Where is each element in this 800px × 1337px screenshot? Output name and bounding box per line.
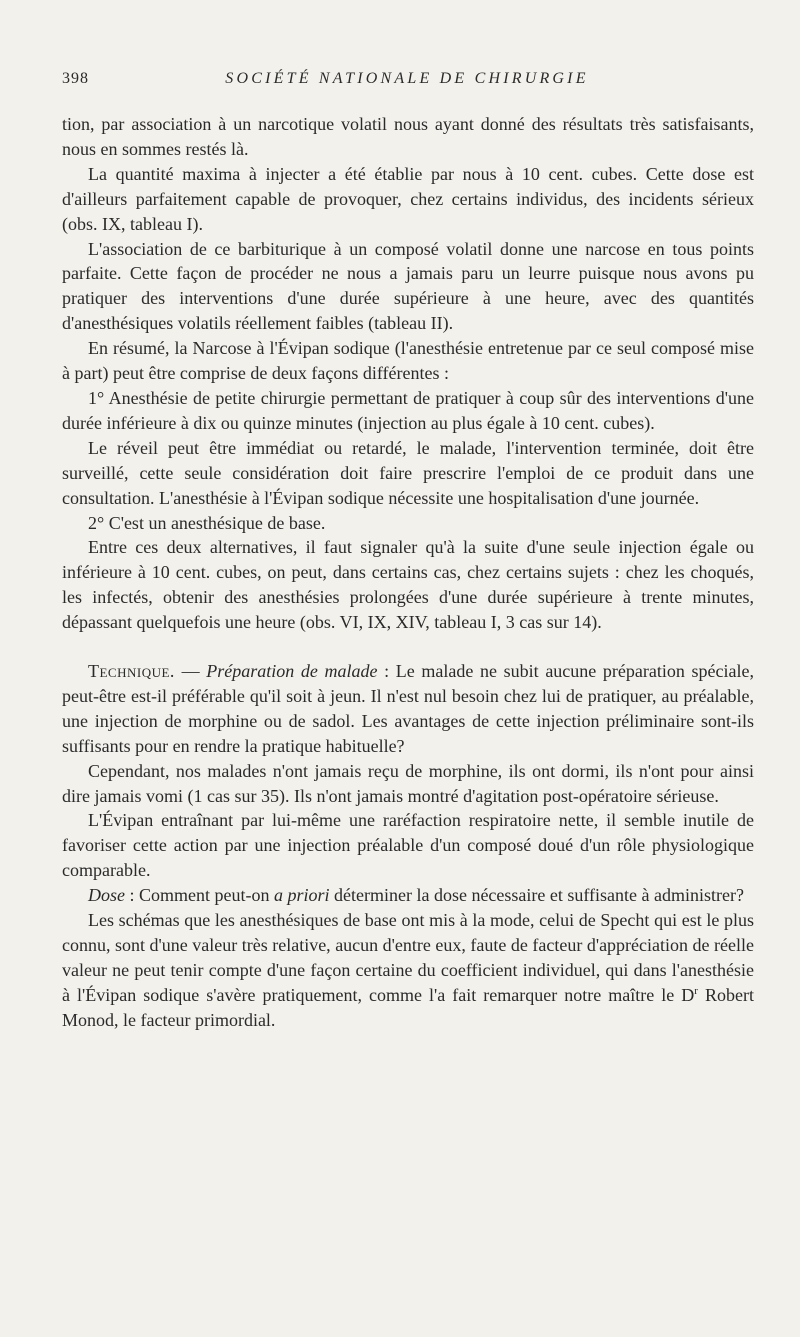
paragraph: La quantité maxima à injecter a été établie par nous à 10 cent. cubes. Cette dose est d'ailleurs parfaitement capable de provoquer, chez certains individus, des incidents sérieux (obs. IX, tableau I). — [62, 163, 754, 234]
dose-text-after: déterminer la dose nécessaire et suffisante à administrer? — [329, 885, 744, 906]
paragraph: En résumé, la Narcose à l'Évipan sodique (l'anesthésie entretenue par ce seul composé mise à part) peut être comprise de deux façons différentes : — [62, 338, 754, 384]
paragraph: 1° Anesthésie de petite chirurgie permettant de pratiquer à coup sûr des interventions d'une durée inférieure à dix ou quinze minutes (injection au plus égale à 10 cent. cubes). — [62, 387, 754, 433]
running-header — [62, 70, 752, 96]
paragraph: L'Évipan entraînant par lui-même une raréfaction respiratoire nette, il semble inutile de favoriser cette action par une injection préalable d'un composé doué d'un rôle physiologique comparable. — [62, 810, 754, 881]
final-sup: r — [694, 984, 698, 997]
dose-text-before: : Comment peut-on — [125, 885, 274, 906]
paragraph: Entre ces deux alternatives, il faut signaler qu'à la suite d'une seule injection égale ou inférieure à 10 cent. cubes, on peut, dans certains cas, chez certains sujets : chez les choqués, les infectés, obtenir des anesthésies prolongées d'une durée supérieure à trente minutes, dépassant quelquefois une heure (obs. VI, IX, XIV, tableau I, 3 cas sur 14). — [62, 537, 754, 633]
final-paragraph — [62, 908, 754, 1033]
body-text — [62, 112, 754, 1033]
paragraph: L'association de ce barbiturique à un composé volatil donne une narcose en tous points parfaite. Cette façon de procéder ne nous a jamais paru un leurre puisque nous avons pu pratiquer des interventions d'une durée supérieure à une heure, avec des quantités d'anesthésiques volatils réellement faibles (tableau II). — [62, 238, 754, 334]
technique-subheading: Préparation de malade — [206, 661, 378, 682]
technique-label: Technique. — [88, 661, 175, 682]
paragraph: tion, par association à un narcotique volatil nous ayant donné des résultats très satisfaisants, nous en sommes restés là. — [62, 114, 754, 159]
paragraph: Le réveil peut être immédiat ou retardé, le malade, l'intervention terminée, doit être surveillé, cette seule considération doit faire prescrire l'emploi de ce produit dans une consultation. L'anesthésie à l'Évipan sodique nécessite une hospitalisation d'une journée. — [62, 437, 754, 508]
running-title: SOCIÉTÉ NATIONALE DE CHIRURGIE — [225, 70, 589, 87]
paragraph: 2° C'est un anesthésique de base. — [88, 512, 326, 533]
technique-text: : Le malade ne subit aucune préparation spéciale, peut-être est-il préférable qu'il soit à jeun. Il n'est nul besoin chez lui de pratiquer, au préalable, une injection de morphine ou de sadol. Les avantages de cette injection préliminaire sont-ils suffisants pour en rendre la pratique habituelle? — [62, 661, 754, 756]
dose-label: Dose — [88, 885, 125, 906]
final-end: Robert Monod, le facteur primordial. — [62, 984, 754, 1030]
final-text: Les schémas que les anesthésiques de base ont mis à la mode, celui de Specht qui est le plus connu, sont d'une valeur très relative, aucun d'entre eux, faute de facteur d'appréciation de réelle valeur ne peut tenir compte d'une façon certaine du coefficient individuel, qui dans l'anesthésie à l'Évipan sodique s'avère pratiquement, comme l'a fait remarquer notre maître le D — [62, 910, 754, 1005]
paragraph: Cependant, nos malades n'ont jamais reçu de morphine, ils ont dormi, ils n'ont pour ainsi dire jamais vomi (1 cas sur 35). Ils n'ont jamais montré d'agitation post-opératoire sérieuse. — [62, 760, 754, 806]
technique-dash: — — [174, 661, 207, 682]
dose-italic: a priori — [273, 885, 330, 906]
dose-paragraph — [62, 883, 754, 908]
page-number: 398 — [62, 70, 89, 87]
technique-paragraph — [62, 659, 754, 759]
